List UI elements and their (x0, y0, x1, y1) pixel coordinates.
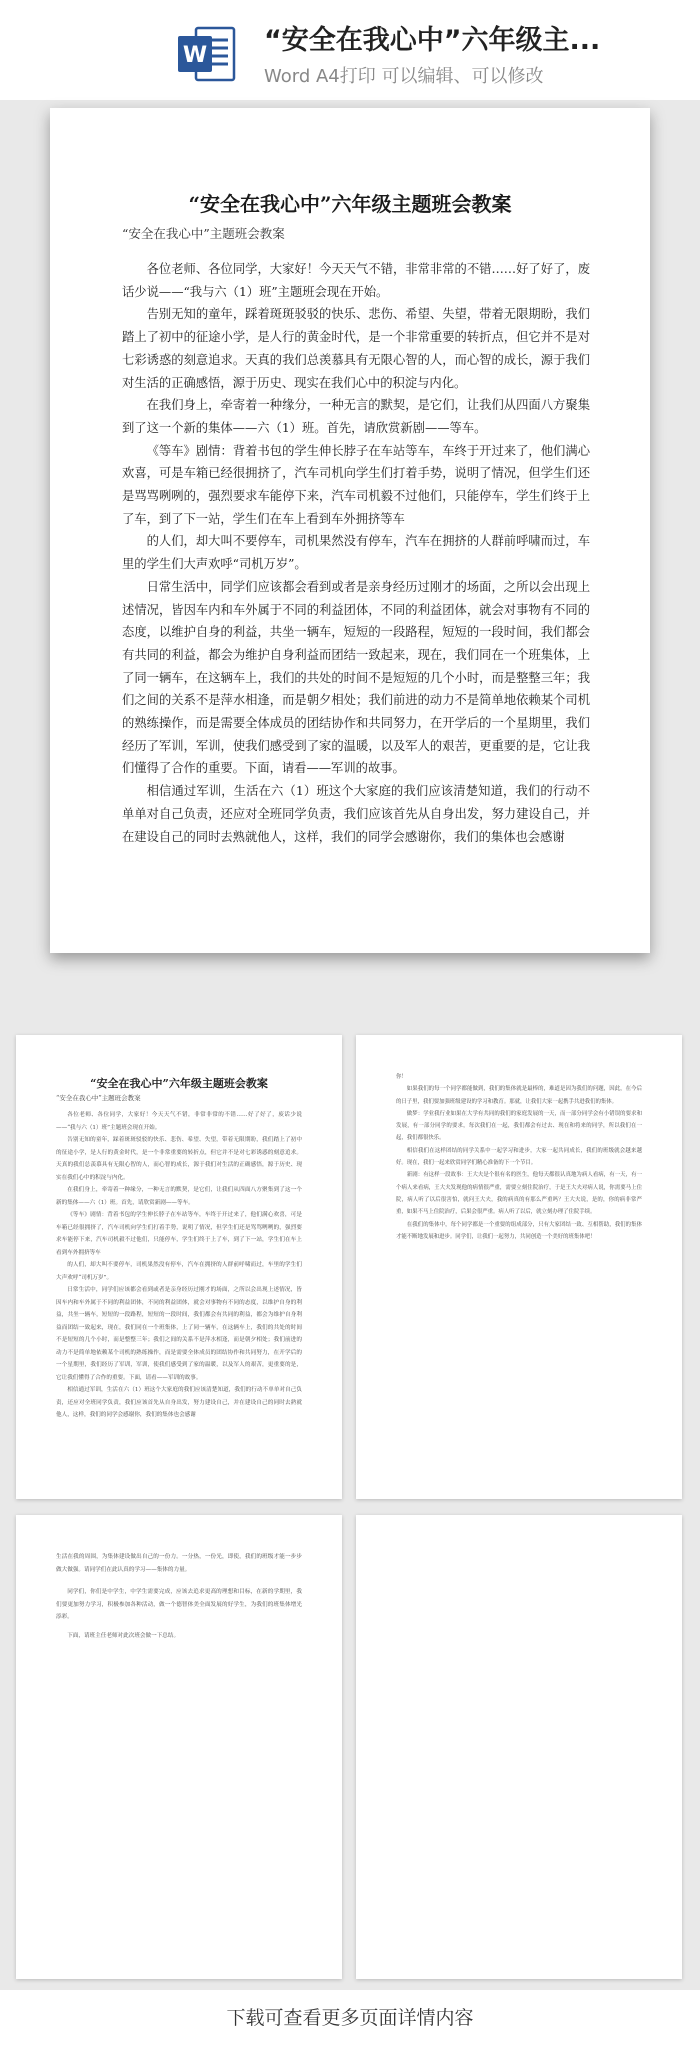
paragraph: 《等车》剧情：背着书包的学生伸长脖子在车站等车，车终于开过来了，他们满心欢喜，可是车箱已经很拥挤了，汽车司机向学生们打着手势，说明了情况，但学生们还是骂骂咧咧的，强烈要求车能停下来，汽车司机毅不过他们，只能停车，学生们终于上了车，到了下一站，学生们在车上看到车外拥挤等车 (56, 1212, 302, 1256)
thumbnail-subtitle: “安全在我心中”主题班会教案 (56, 1094, 141, 1102)
paragraph: 日常生活中，同学们应该都会看到或者是亲身经历过刚才的场面，之所以会出现上述情况，皆因车内和车外属于不同的利益团体，不同的利益团体，就会对事物有不同的态度，以维护自身的利益，共坐一辆车，短短的一段路程，短短的一段时间，我们都会有共同的利益，都会为维护自身利益而团结一致起来，现在，我们同在一个班集体，上了同一辆车，在这辆车上，我们的共处的时间不是短短的几个小时，而是整整三年；我们之间的关系不是萍水相逢，而是朝夕相处；我们前进的动力不是简单地依赖某个司机的熟练操作，而是需要全体成员的团结协作和共同努力，在开学后的一个星期里，我们经历了军训，军训，使我们感受到了家的温暖，以及军人的艰苦，更重要的是，它让我们懂得了合作的重要。下面，请看——军训的故事。 (56, 1287, 302, 1381)
paragraph: 做梦：学业我行业如果在大学有共同的我们的家庭发展的一天，而一部分同学会有小错误的要求和发展，有一部分同学的要求，每次我们在一起，我们都会有过去、现在和将来的同学，所以我们在一起，我们都很快乐。 (396, 1110, 642, 1142)
paragraph: 新剧：有这样一段故事：王大夫是个很有名的医生，他每天都很认真地为病人看病，有一天，有一个病人来看病，王大夫发现他的病情很严重，需要立刻住院治疗，于是王大夫对病人说，你需要马上住院，病人听了以后很害怕，就问王大夫，我的病真的有那么严重吗？王大夫说，是的，你的病非常严重，如果不马上住院治疗，后果会很严重。病人听了以后，就立刻办理了住院手续。 (396, 1172, 642, 1216)
paragraph: 如果我们的每一个同学都能做到，我们的集体就是最棒的，难道是因为我们的问题，因此，在今后的日子里，我们要加强班级建设的学习和教育。那就，让我们大家一起携手共进我们的集体。 (396, 1086, 642, 1105)
paragraph: 在我们身上，牵寄着一种缘分，一种无言的默契，是它们，让我们从四面八方聚集到了这一个新的集体——六（1）班。首先，请欣赏新剧——等车。 (122, 398, 590, 435)
paragraph: 相信通过军训，生活在六（1）班这个大家庭的我们应该清楚知道，我们的行动不单单对自己负责，还应对全班同学负责，我们应该首先从自身出发，努力建设自己，并在建设自己的同时去熟就他人，这样，我们的同学会感谢你，我们的集体也会感谢 (56, 1387, 302, 1418)
document-format-note: Word A4打印 可以编辑、可以修改 (264, 66, 544, 87)
page-title: “安全在我心中”六年级主题班会教案 (188, 192, 512, 216)
paragraph: 相信我们在这样团结的同学关系中一起学习和进步，大家一起共同成长，我们的班级就会越来越好。现在，我们一起来欣赏同学们精心准备的下一个节目。 (396, 1147, 642, 1167)
thumbnail-body (56, 1109, 302, 1422)
page-subtitle: “安全在我心中”主题班会教案 (122, 226, 285, 241)
paragraph: 下面，请班主任老师对此次班会做一下总结。 (67, 1632, 180, 1639)
paragraph: 生活在我的周围，为集体建设做出自己的一份力。一分热，一份光，即使，我们的班级才能一步步做大做强。请同学们在此认真的学习——集体的力量。 (56, 1554, 302, 1573)
document-title: “安全在我心中”六年级主... (264, 25, 601, 56)
paragraph: 的人们，却大叫不要停车，司机果然没有停车，汽车在拥挤的人群前呼啸而过，车里的学生们大声欢呼“司机万岁”。 (122, 534, 590, 572)
paragraph: 在我们身上，牵寄着一种缘分，一种无言的默契，是它们，让我们从四面八方聚集到了这一个新的集体——六（1）班。首先，请欣赏新剧——等车。 (56, 1187, 302, 1206)
thumbnail-body (396, 1071, 642, 1243)
thumbnail-page-3[interactable] (16, 1515, 342, 1979)
paragraph: 你！ (396, 1074, 407, 1080)
paragraph: 告别无知的童年，踩着斑斑驳驳的快乐、悲伤、希望、失望，带着无限期盼，我们踏上了初中的征途小学，是人行的黄金时代，是一个非常重要的转折点，但它并不是对七彩诱惑的刻意追求。天真的我们总羡慕具有无限心智的人，而心智的成长，源于我们对生活的正确感悟，源于历史、现实在我们心中的积淀与内化。 (56, 1137, 302, 1181)
thumbnail-body (56, 1551, 302, 1642)
paragraph: 同学们，你们是中学生，中学生需要完成，应该去追求更高的理想和目标，在新的学期里，我们要更加努力学习，积极参加各种活动，做一个德智体美全面发展的好学生，为我们的班集体增光添彩。 (56, 1589, 302, 1620)
download-more-link[interactable]: 下载可查看更多页面详情内容 (0, 1990, 700, 2046)
header (0, 0, 700, 100)
thumbnail-page-4[interactable] (356, 1515, 682, 1979)
paragraph: 告别无知的童年，踩着斑斑驳驳的快乐、悲伤、希望、失望，带着无限期盼，我们踏上了初中的征途小学，是人行的黄金时代，是一个非常重要的转折点，但它并不是对七彩诱惑的刻意追求。天真的我们总羡慕具有无限心智的人，而心智的成长，源于我们对生活的正确感悟，源于历史、现实在我们心中的积淀与内化。 (122, 307, 590, 390)
paragraph: 的人们，却大叫不要停车，司机果然没有停车，汽车在拥挤的人群前呼啸而过，车里的学生们大声欢呼“司机万岁”。 (56, 1262, 302, 1281)
thumbnail-page-1[interactable] (16, 1035, 342, 1499)
svg-text:W: W (182, 43, 208, 68)
paragraph: 在我们的集体中，每个同学都是一个重要的组成部分，只有大家团结一致、互相帮助，我们的集体才能不断地发展和进步。同学们，让我们一起努力，共同创造一个美好的班集体吧！ (396, 1221, 642, 1240)
paragraph: 相信通过军训，生活在六（1）班这个大家庭的我们应该清楚知道，我们的行动不单单对自己负责，还应对全班同学负责，我们应该首先从自身出发，努力建设自己，并在建设自己的同时去熟就他人，这样，我们的同学会感谢你，我们的集体也会感谢 (122, 784, 590, 844)
paragraph: 各位老师、各位同学，大家好！今天天气不错，非常非常的不错……好了好了，废话少说——“我与六（1）班”主题班会现在开始。 (122, 262, 590, 299)
paragraph: 《等车》剧情：背着书包的学生伸长脖子在车站等车，车终于开过来了，他们满心欢喜，可是车箱已经很拥挤了，汽车司机向学生们打着手势，说明了情况，但学生们还是骂骂咧咧的，强烈要求车能停下来，汽车司机毅不过他们，只能停车，学生们终于上了车，到了下一站，学生们在车上看到车外拥挤等车 (122, 443, 590, 526)
thumbnail-page-2[interactable] (356, 1035, 682, 1499)
word-doc-icon (174, 22, 238, 86)
paragraph: 日常生活中，同学们应该都会看到或者是亲身经历过刚才的场面，之所以会出现上述情况，皆因车内和车外属于不同的利益团体，不同的利益团体，就会对事物有不同的态度，以维护自身的利益，共坐一辆车，短短的一段路程，短短的一段时间，我们都会有共同的利益，都会为维护自身利益而团结一致起来，现在，我们同在一个班集体，上了同一辆车，在这辆车上，我们的共处的时间不是短短的几个小时，而是整整三年；我们之间的关系不是萍水相逢，而是朝夕相处；我们前进的动力不是简单地依赖某个司机的熟练操作，而是需要全体成员的团结协作和共同努力，在开学后的一个星期里，我们经历了军训，军训，使我们感受到了家的温暖，以及军人的艰苦，更重要的是，它让我们懂得了合作的重要。下面，请看——军训的故事。 (122, 579, 590, 776)
paragraph: 各位老师、各位同学，大家好！今天天气不错，非常非常的不错……好了好了，废话少说——“我与六（1）班”主题班会现在开始。 (56, 1112, 302, 1131)
thumbnail-title: “安全在我心中”六年级主题班会教案 (90, 1077, 268, 1090)
document-page-preview[interactable] (50, 108, 650, 953)
page-body (122, 258, 590, 848)
